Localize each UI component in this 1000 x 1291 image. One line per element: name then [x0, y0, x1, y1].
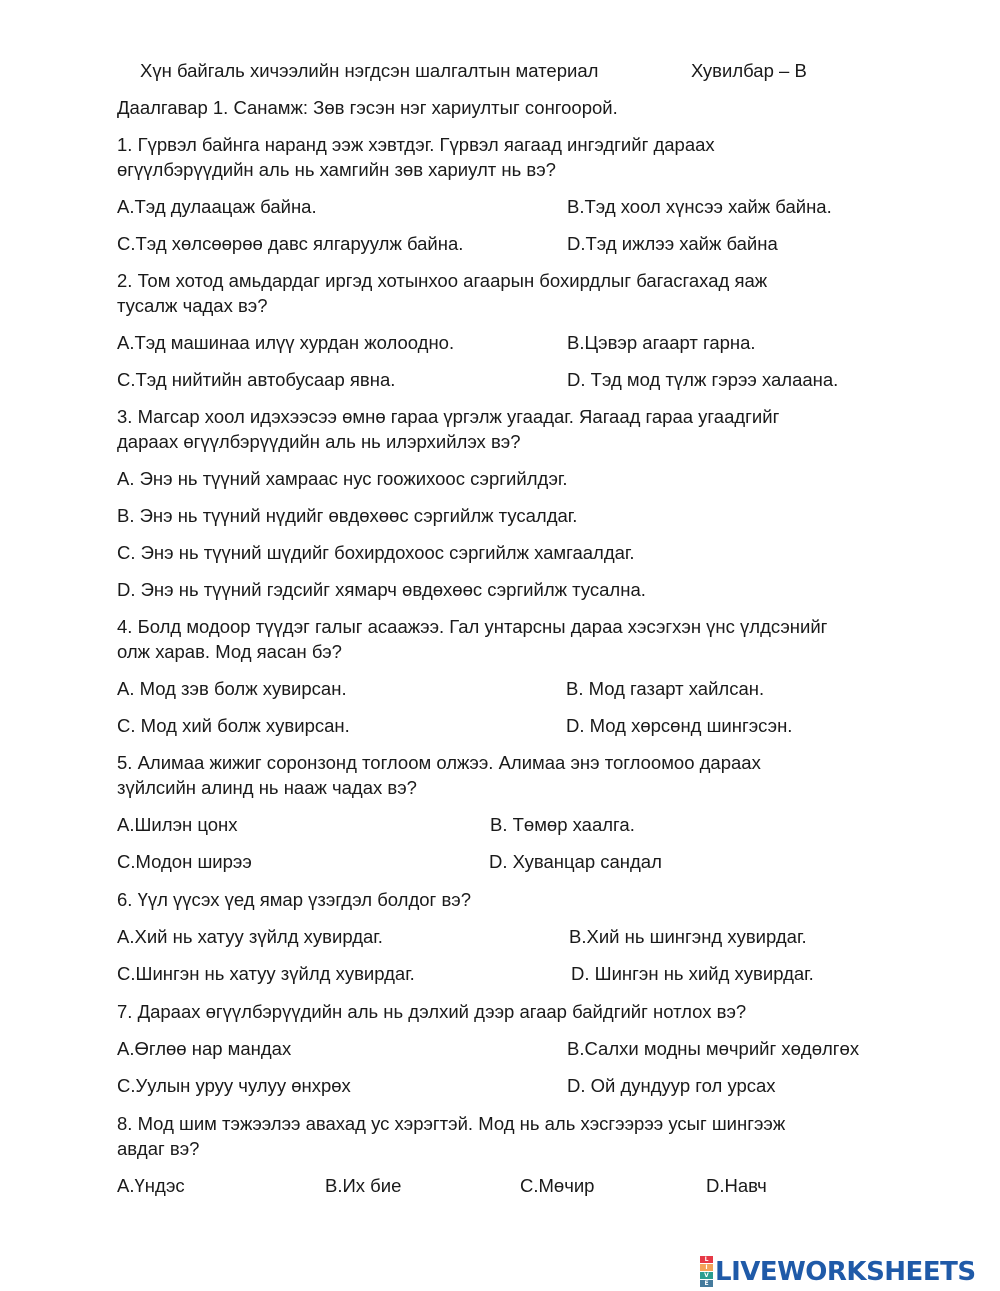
question-4-option-d[interactable]: D. Мод хөрсөнд шингэсэн. [566, 715, 793, 736]
question-1-option-c[interactable]: C.Тэд хөлсөөрөө давс ялгаруулж байна. [117, 233, 464, 254]
question-4-option-c[interactable]: C. Мод хий болж хувирсан. [117, 715, 350, 736]
liveworksheets-logo-text: LIVEWORKSHEETS [715, 1257, 976, 1287]
question-5-option-d[interactable]: D. Хуванцар сандал [489, 851, 662, 872]
question-3-option-c[interactable]: C. Энэ нь түүний шүдийг бохирдохоос сэргийлж хамгаалдаг. [117, 542, 635, 563]
logo-letter-v: V [700, 1272, 713, 1279]
question-3-option-b[interactable]: B. Энэ нь түүний нүдийг өвдөхөөс сэргийлж тусалдаг. [117, 505, 578, 526]
logo-letter-i: I [700, 1264, 713, 1271]
question-7-option-d[interactable]: D. Ой дундуур гол урсах [567, 1075, 776, 1096]
question-6-option-b[interactable]: B.Хий нь шингэнд хувирдаг. [569, 926, 807, 947]
liveworksheets-logo [700, 1257, 976, 1287]
question-5-text: зүйлсийн алинд нь нааж чадах вэ? [117, 777, 417, 798]
question-6-option-d[interactable]: D. Шингэн нь хийд хувирдаг. [571, 963, 814, 984]
question-5-option-c[interactable]: C.Модон ширээ [117, 851, 252, 872]
question-1-option-d[interactable]: D.Тэд ижлээ хайж байна [567, 233, 778, 254]
question-6-text: 6. Үүл үүсэх үед ямар үзэгдэл болдог вэ? [117, 889, 472, 910]
question-6-option-a[interactable]: A.Хий нь хатуу зүйлд хувирдаг. [117, 926, 383, 947]
question-8-option-d[interactable]: D.Навч [706, 1175, 767, 1196]
question-5-option-a[interactable]: A.Шилэн цонх [117, 814, 238, 835]
question-8-option-c[interactable]: C.Мөчир [520, 1175, 595, 1196]
question-3-option-a[interactable]: A. Энэ нь түүний хамраас нус гоожихоос сэргийлдэг. [117, 468, 568, 489]
logo-letter-e: E [700, 1280, 713, 1287]
question-4-option-a[interactable]: A. Мод зэв болж хувирсан. [117, 678, 347, 699]
question-1-option-a[interactable]: A.Тэд дулаацаж байна. [117, 196, 317, 217]
question-2-text: тусалж чадах вэ? [117, 295, 268, 316]
question-3-option-d[interactable]: D. Энэ нь түүний гэдсийг хямарч өвдөхөөс сэргийлж тусална. [117, 579, 646, 600]
question-2-option-a[interactable]: A.Тэд машинаа илүү хурдан жолоодно. [117, 332, 455, 353]
task-instruction: Даалгавар 1. Санамж: Зөв гэсэн нэг хариултыг сонгоорой. [117, 97, 618, 118]
question-7-option-b[interactable]: B.Салхи модны мөчрийг хөдөлгөх [567, 1038, 860, 1059]
question-3-text: 3. Магсар хоол идэхээсээ өмнө гараа үргэлж угаадаг. Яагаад гараа угаадгийг [117, 406, 780, 427]
question-2-text: 2. Том хотод амьдардаг иргэд хотынхоо агаарын бохирдлыг багасгахад яаж [117, 270, 768, 291]
question-5-text: 5. Алимаа жижиг соронзонд тоглоом олжээ. Алимаа энэ тоглоомоо дараах [117, 752, 761, 773]
question-8-text: 8. Мод шим тэжээлээ авахад ус хэрэгтэй. Мод нь аль хэсгээрээ усыг шингээж [117, 1113, 786, 1134]
logo-letter-l: L [700, 1256, 713, 1263]
variant-label: Хувилбар – В [691, 60, 807, 81]
question-8-option-b[interactable]: B.Их бие [325, 1175, 402, 1196]
question-8-option-a[interactable]: A.Үндэс [117, 1175, 185, 1196]
question-7-option-a[interactable]: A.Өглөө нар мандах [117, 1038, 292, 1059]
question-5-option-b[interactable]: B. Төмөр хаалга. [490, 814, 635, 835]
question-4-text: 4. Болд модоор түүдэг галыг асаажээ. Гал унтарсны дараа хэсэгхэн үнс үлдсэнийг [117, 616, 828, 637]
question-1-option-b[interactable]: B.Тэд хоол хүнсээ хайж байна. [567, 196, 832, 217]
question-3-text: дараах өгүүлбэрүүдийн аль нь илэрхийлэх вэ? [117, 431, 521, 452]
worksheet-title: Хүн байгаль хичээлийн нэгдсэн шалгалтын материал [140, 60, 599, 81]
question-1-text: өгүүлбэрүүдийн аль нь хамгийн зөв хариулт нь вэ? [117, 159, 556, 180]
question-6-option-c[interactable]: C.Шингэн нь хатуу зүйлд хувирдаг. [117, 963, 415, 984]
question-4-text: олж харав. Мод яасан бэ? [117, 641, 342, 662]
question-7-option-c[interactable]: C.Уулын уруу чулуу өнхрөх [117, 1075, 351, 1096]
question-7-text: 7. Дараах өгүүлбэрүүдийн аль нь дэлхий дээр агаар байдгийг нотлох вэ? [117, 1001, 747, 1022]
question-8-text: авдаг вэ? [117, 1138, 200, 1159]
question-2-option-b[interactable]: B.Цэвэр агаарт гарна. [567, 332, 756, 353]
question-2-option-d[interactable]: D. Тэд мод түлж гэрээ халаана. [567, 369, 839, 390]
question-1-text: 1. Гүрвэл байнга наранд ээж хэвтдэг. Гүрвэл яагаад ингэдгийг дараах [117, 134, 715, 155]
question-4-option-b[interactable]: B. Мод газарт хайлсан. [566, 678, 765, 699]
question-2-option-c[interactable]: C.Тэд нийтийн автобусаар явна. [117, 369, 396, 390]
liveworksheets-logo-mark [700, 1256, 713, 1288]
